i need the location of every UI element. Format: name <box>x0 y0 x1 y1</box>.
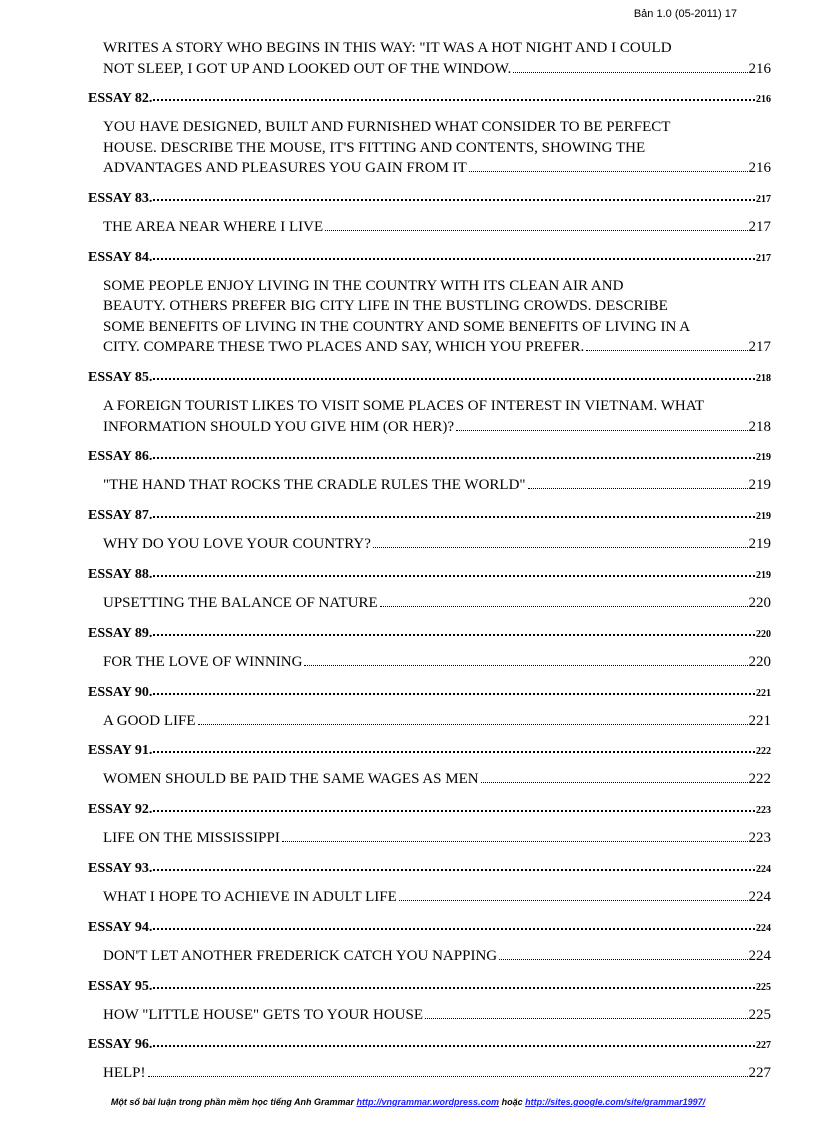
dot-leader <box>153 199 755 201</box>
essay-label: ESSAY 93. <box>88 861 153 877</box>
essay-label: ESSAY 91. <box>88 743 153 759</box>
topic-final-line <box>103 652 771 673</box>
topic-final-line <box>103 534 771 555</box>
page-number: 221 <box>748 712 771 729</box>
dot-leader <box>380 606 748 607</box>
page-number: 219 <box>748 536 771 553</box>
toc-topic-entry[interactable] <box>88 823 771 853</box>
toc-topic-entry[interactable] <box>88 271 771 362</box>
topic-line: INFORMATION SHOULD YOU GIVE HIM (OR HER)? <box>103 418 455 435</box>
dot-leader <box>153 575 755 577</box>
essay-label: ESSAY 85. <box>88 370 153 386</box>
page-number: 217 <box>756 252 771 264</box>
topic-line: "THE HAND THAT ROCKS THE CRADLE RULES THE WORLD" <box>103 477 526 494</box>
essay-label: ESSAY 84. <box>88 249 153 265</box>
topic-line: DON'T LET ANOTHER FREDERICK CATCH YOU NAPPING <box>103 947 498 964</box>
toc-topic-entry[interactable] <box>88 764 771 794</box>
table-of-contents <box>88 33 771 1088</box>
essay-label: ESSAY 89. <box>88 625 153 641</box>
page-number: 219 <box>756 511 771 523</box>
page-number: 219 <box>756 452 771 464</box>
topic-final-line <box>103 711 771 732</box>
topic-final-line <box>103 475 771 496</box>
dot-leader <box>325 230 747 231</box>
dot-leader <box>153 928 755 930</box>
dot-leader <box>148 1076 748 1077</box>
toc-topic-entry[interactable] <box>88 470 771 500</box>
toc-topic-entry[interactable] <box>88 882 771 912</box>
topic-line: HOUSE. DESCRIBE THE MOUSE, IT'S FITTING AND CONTENTS, SHOWING THE <box>103 139 646 156</box>
dot-leader <box>528 488 748 489</box>
dot-leader <box>153 751 755 753</box>
toc-essay-heading[interactable] <box>88 500 771 529</box>
topic-line: YOU HAVE DESIGNED, BUILT AND FURNISHED WHAT CONSIDER TO BE PERFECT <box>103 119 671 136</box>
footer-text: Một số bài luận trong phần mềm học tiếng Anh Grammar <box>110 1097 357 1107</box>
essay-label: ESSAY 83. <box>88 191 153 207</box>
essay-label: ESSAY 82. <box>88 91 153 107</box>
essay-label: ESSAY 94. <box>88 919 153 935</box>
toc-essay-heading[interactable] <box>88 676 771 705</box>
topic-final-line <box>103 593 771 614</box>
toc-topic-entry[interactable] <box>88 33 771 83</box>
toc-essay-heading[interactable] <box>88 242 771 271</box>
toc-topic-entry[interactable] <box>88 941 771 971</box>
page-number: 217 <box>748 339 771 356</box>
toc-topic-entry[interactable] <box>88 391 771 441</box>
page-number: 227 <box>756 1040 771 1052</box>
essay-label: ESSAY 92. <box>88 802 153 818</box>
page-number: 219 <box>748 477 771 494</box>
dot-leader <box>153 693 755 695</box>
page-number: 220 <box>748 595 771 612</box>
dot-leader <box>153 869 755 871</box>
dot-leader <box>373 547 748 548</box>
topic-line: A GOOD LIFE <box>103 712 196 729</box>
dot-leader <box>399 900 748 901</box>
dot-leader <box>153 516 755 518</box>
page-footer <box>0 1097 816 1107</box>
toc-essay-heading[interactable] <box>88 559 771 588</box>
page-number: 217 <box>756 194 771 206</box>
toc-essay-heading[interactable] <box>88 618 771 647</box>
page-number: 221 <box>756 687 771 699</box>
toc-essay-heading[interactable] <box>88 853 771 882</box>
version-label: Bản 1.0 (05-2011) 17 <box>633 8 737 20</box>
page-number: 218 <box>748 418 771 435</box>
page-number: 227 <box>748 1065 771 1082</box>
topic-line: NOT SLEEP, I GOT UP AND LOOKED OUT OF THE WINDOW. <box>103 60 512 77</box>
page-number: 220 <box>748 653 771 670</box>
page-header <box>0 8 737 20</box>
page-number: 216 <box>748 160 771 177</box>
dot-leader <box>198 724 748 725</box>
toc-topic-entry[interactable] <box>88 647 771 677</box>
toc-topic-entry[interactable] <box>88 112 771 183</box>
toc-essay-heading[interactable] <box>88 362 771 391</box>
toc-essay-heading[interactable] <box>88 441 771 470</box>
page-number: 219 <box>756 570 771 582</box>
toc-topic-entry[interactable] <box>88 706 771 736</box>
footer-conjunction: hoặc <box>499 1097 526 1107</box>
dot-leader <box>153 258 755 260</box>
topic-final-line <box>103 217 771 238</box>
page-number: 223 <box>748 830 771 847</box>
dot-leader <box>481 782 748 783</box>
topic-line: LIFE ON THE MISSISSIPPI <box>103 830 280 847</box>
topic-final-line <box>103 828 771 849</box>
topic-line: CITY. COMPARE THESE TWO PLACES AND SAY, WHICH YOU PREFER. <box>103 339 585 356</box>
dot-leader <box>425 1018 747 1019</box>
page-number: 225 <box>748 1006 771 1023</box>
footer-link-wordpress[interactable]: http://vngrammar.wordpress.com <box>356 1097 500 1107</box>
page-number: 217 <box>748 219 771 236</box>
toc-topic-entry[interactable] <box>88 588 771 618</box>
page-number: 216 <box>748 60 771 77</box>
dot-leader <box>153 1045 755 1047</box>
dot-leader <box>282 841 748 842</box>
footer-link-google-sites[interactable]: http://sites.google.com/site/grammar1997/ <box>525 1097 706 1107</box>
dot-leader <box>153 457 755 459</box>
topic-final-line <box>103 1005 771 1026</box>
topic-line: WOMEN SHOULD BE PAID THE SAME WAGES AS MEN <box>103 771 479 788</box>
topic-final-line <box>103 337 771 358</box>
dot-leader <box>153 378 755 380</box>
page-number: 220 <box>756 628 771 640</box>
page-number: 223 <box>756 805 771 817</box>
page-number: 216 <box>756 94 771 106</box>
page-number: 225 <box>756 981 771 993</box>
essay-label: ESSAY 87. <box>88 508 153 524</box>
topic-line: THE AREA NEAR WHERE I LIVE <box>103 219 324 236</box>
topic-final-line <box>103 769 771 790</box>
toc-topic-entry[interactable] <box>88 212 771 242</box>
page-number: 224 <box>756 864 771 876</box>
toc-essay-heading[interactable] <box>88 735 771 764</box>
essay-label: ESSAY 96. <box>88 1037 153 1053</box>
topic-final-line <box>103 1063 771 1084</box>
topic-final-line <box>103 946 771 967</box>
topic-line: SOME BENEFITS OF LIVING IN THE COUNTRY AND SOME BENEFITS OF LIVING IN A <box>103 318 691 335</box>
topic-final-line <box>103 417 771 438</box>
dot-leader <box>153 99 755 101</box>
topic-line: HELP! <box>103 1065 146 1082</box>
toc-essay-heading[interactable] <box>88 183 771 212</box>
page-number: 224 <box>748 889 771 906</box>
page-number: 224 <box>748 947 771 964</box>
toc-essay-heading[interactable] <box>88 970 771 999</box>
toc-essay-heading[interactable] <box>88 794 771 823</box>
dot-leader <box>153 634 755 636</box>
dot-leader <box>513 72 747 73</box>
topic-line: WHAT I HOPE TO ACHIEVE IN ADULT LIFE <box>103 889 397 906</box>
topic-line: WRITES A STORY WHO BEGINS IN THIS WAY: "IT WAS A HOT NIGHT AND I COULD <box>103 40 672 56</box>
dot-leader <box>153 987 755 989</box>
topic-line: SOME PEOPLE ENJOY LIVING IN THE COUNTRY WITH ITS CLEAN AIR AND <box>103 277 624 294</box>
dot-leader <box>469 171 748 172</box>
topic-line: BEAUTY. OTHERS PREFER BIG CITY LIFE IN THE BUSTLING CROWDS. DESCRIBE <box>103 298 668 315</box>
topic-line: FOR THE LOVE OF WINNING <box>103 653 303 670</box>
dot-leader <box>304 665 747 666</box>
topic-line: A FOREIGN TOURIST LIKES TO VISIT SOME PLACES OF INTEREST IN VIETNAM. WHAT <box>103 398 705 415</box>
essay-label: ESSAY 86. <box>88 449 153 465</box>
toc-essay-heading[interactable] <box>88 83 771 112</box>
toc-essay-heading[interactable] <box>88 1029 771 1058</box>
toc-topic-entry[interactable] <box>88 529 771 559</box>
toc-topic-entry[interactable] <box>88 1000 771 1030</box>
page-number: 224 <box>756 922 771 934</box>
essay-label: ESSAY 95. <box>88 978 153 994</box>
toc-essay-heading[interactable] <box>88 912 771 941</box>
page-number: 218 <box>756 373 771 385</box>
topic-final-line <box>103 59 771 80</box>
dot-leader <box>456 430 747 431</box>
topic-line: WHY DO YOU LOVE YOUR COUNTRY? <box>103 536 371 553</box>
topic-line: UPSETTING THE BALANCE OF NATURE <box>103 595 378 612</box>
topic-line: HOW "LITTLE HOUSE" GETS TO YOUR HOUSE <box>103 1006 424 1023</box>
dot-leader <box>499 959 747 960</box>
topic-final-line <box>103 887 771 908</box>
page-number: 222 <box>748 771 771 788</box>
dot-leader <box>586 350 747 351</box>
topic-final-line <box>103 158 771 179</box>
essay-label: ESSAY 90. <box>88 684 153 700</box>
topic-line: ADVANTAGES AND PLEASURES YOU GAIN FROM IT <box>103 160 467 177</box>
dot-leader <box>153 810 755 812</box>
toc-topic-entry[interactable] <box>88 1058 771 1088</box>
page-number: 222 <box>756 746 771 758</box>
essay-label: ESSAY 88. <box>88 567 153 583</box>
